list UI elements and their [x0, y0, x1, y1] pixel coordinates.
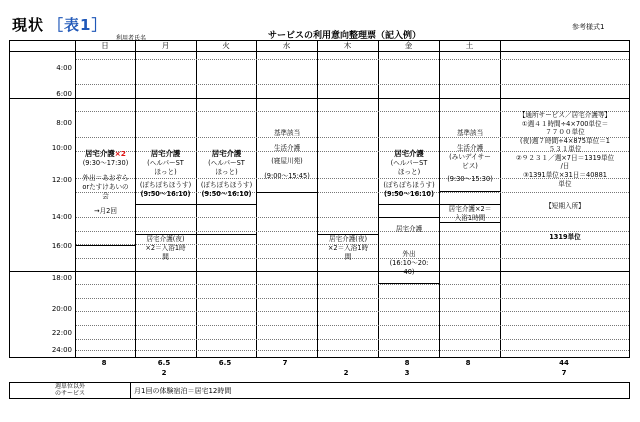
- total-wed: 7: [282, 359, 288, 367]
- sun-note: orたすけあいの: [82, 182, 129, 191]
- total-fri: 8: [404, 359, 410, 367]
- mon-event: [136, 149, 195, 199]
- total-sat: 8: [465, 359, 471, 367]
- wed-title: 基準該当: [273, 129, 301, 137]
- sun-event: [76, 149, 135, 215]
- sun-title: 居宅介護: [85, 149, 115, 158]
- time-label: 10:00: [51, 144, 72, 152]
- thu-night: 居宅介護(夜): [328, 235, 368, 243]
- mon-night-event: [136, 235, 195, 262]
- notes-heading: 【通所サービス／居宅介護等】: [518, 111, 612, 119]
- page-title: [12, 14, 107, 35]
- non-weekly-label: [10, 383, 131, 398]
- tue-event: [197, 149, 256, 199]
- sat-service: 生活介護: [456, 143, 484, 152]
- fri-provider: ほっと): [397, 167, 421, 176]
- short-stay-value: 1319単位: [549, 232, 581, 241]
- total-mon: 6.5: [157, 359, 171, 367]
- non-weekly-label-line: 週単位以外: [54, 383, 85, 390]
- sun-note: 会: [102, 191, 109, 200]
- total-week: 44: [559, 359, 569, 367]
- sat-place: (みいデイサー: [449, 152, 491, 161]
- time-label: 12:00: [51, 176, 72, 184]
- sat-time: (9:30〜15:30): [447, 174, 493, 183]
- notes-line: ②９２３１／週×7日＝1319単位: [515, 153, 615, 162]
- notes-column: [501, 111, 629, 241]
- wed-time: (9:00〜15:45): [264, 171, 310, 180]
- time-label: 24:00: [51, 346, 72, 354]
- user-name-label: 利用者氏名: [116, 35, 147, 42]
- sun-time: (9:30〜17:30): [82, 158, 129, 167]
- night-thu: 2: [343, 369, 349, 377]
- sun-note: 外出＝あおぞら: [82, 173, 129, 182]
- fri-evening-event: [379, 225, 439, 277]
- form-subtitle: サービスの利用意向整理票（記入例）: [268, 31, 422, 41]
- wed-event: [257, 129, 317, 181]
- sat-title: 基準該当: [456, 129, 484, 137]
- notes-line: ①週４１時間÷4×700単位＝: [521, 119, 609, 128]
- tue-time: (9:50〜16:10): [201, 189, 252, 198]
- mon-night: 間: [162, 252, 169, 261]
- time-label: 16:00: [51, 242, 72, 250]
- notes-line: (夜)週７時間÷4×875単位＝1: [520, 136, 610, 145]
- thu-night: ×2＝入浴1時: [327, 243, 369, 252]
- sat-event: [440, 129, 500, 183]
- thu-night-event: [318, 235, 378, 262]
- table-tag: ［表1］: [48, 16, 108, 34]
- night-mon: 2: [161, 369, 167, 377]
- time-label: 18:00: [51, 274, 72, 282]
- day-header-mon: 月: [161, 41, 170, 50]
- non-weekly-services-row: [9, 382, 630, 399]
- tue-provider: (ヘルパーST: [208, 158, 245, 167]
- thu-night: 間: [344, 252, 352, 261]
- fri-event: [379, 149, 439, 199]
- sat-night: 居宅介護×2＝: [448, 205, 492, 213]
- fri-out-time: (16:10〜20:: [389, 258, 429, 267]
- tue-provider: ほっと): [215, 167, 238, 176]
- non-weekly-label-line: のサービス: [54, 390, 85, 397]
- non-weekly-text: 月1回の体験宿泊＝居宅12時間: [134, 387, 232, 395]
- fri-out: 外出: [402, 249, 416, 258]
- time-label: 4:00: [56, 64, 72, 72]
- form-reference: 参考様式1: [572, 23, 605, 31]
- notes-line: ５３１単位: [548, 145, 582, 154]
- time-label: 8:00: [56, 119, 72, 127]
- sun-monthly: →月2回: [94, 206, 117, 215]
- sat-night-event: [440, 205, 500, 223]
- time-label: 6:00: [56, 90, 72, 98]
- mon-time: (9:50〜16:10): [140, 189, 191, 198]
- fri-plan: (ぽちぽちほうす): [383, 180, 435, 189]
- mon-title: 居宅介護: [150, 149, 181, 158]
- fri-provider: (ヘルパーST: [390, 158, 428, 167]
- night-fri: 3: [404, 369, 410, 377]
- daily-totals: [9, 358, 630, 380]
- total-sun: 8: [101, 359, 107, 367]
- notes-line: /日: [560, 162, 570, 171]
- fri-time: (9:50〜16:10): [383, 189, 434, 198]
- day-header-sat: 土: [465, 41, 474, 50]
- day-header-wed: 水: [282, 41, 291, 50]
- time-label: 14:00: [51, 213, 72, 221]
- wed-service: 生活介護: [273, 143, 301, 152]
- wed-place: (寝屋川苑): [271, 156, 303, 165]
- time-label: 20:00: [51, 305, 72, 313]
- mon-provider: ほっと): [154, 167, 177, 176]
- notes-line: ７７００単位: [545, 128, 585, 137]
- sat-place: ビス): [462, 161, 478, 170]
- sat-night: 入浴1時間: [454, 213, 486, 222]
- fri-title: 居宅介護: [394, 149, 424, 158]
- title-text: 現状: [12, 16, 45, 34]
- notes-line: 単位: [558, 179, 572, 188]
- short-stay-heading: 【短期入所】: [545, 202, 585, 211]
- day-header-sun: 日: [101, 41, 109, 50]
- day-header-tue: 火: [222, 41, 230, 50]
- fri-evening: 居宅介護: [395, 225, 423, 233]
- fri-out-time: 40): [403, 267, 415, 276]
- mon-night: 居宅介護(夜): [146, 235, 185, 243]
- notes-line: ③1391単位×31日＝40881: [523, 170, 607, 179]
- time-label: 22:00: [51, 329, 72, 337]
- day-header-thu: 木: [343, 41, 352, 50]
- tue-title: 居宅介護: [211, 149, 242, 158]
- mon-provider: (ヘルパーST: [147, 158, 184, 167]
- mon-plan: (ぽちぽちほうす): [139, 180, 192, 189]
- weekly-schedule-grid: [9, 40, 630, 358]
- tue-plan: (ぽちぽちほうす): [200, 180, 253, 189]
- day-header-fri: 金: [404, 41, 413, 50]
- total-tue: 6.5: [218, 359, 232, 367]
- mon-night: ×2＝入浴1時: [145, 243, 186, 252]
- night-week: 7: [561, 369, 567, 377]
- sun-mult: ×2: [114, 149, 126, 158]
